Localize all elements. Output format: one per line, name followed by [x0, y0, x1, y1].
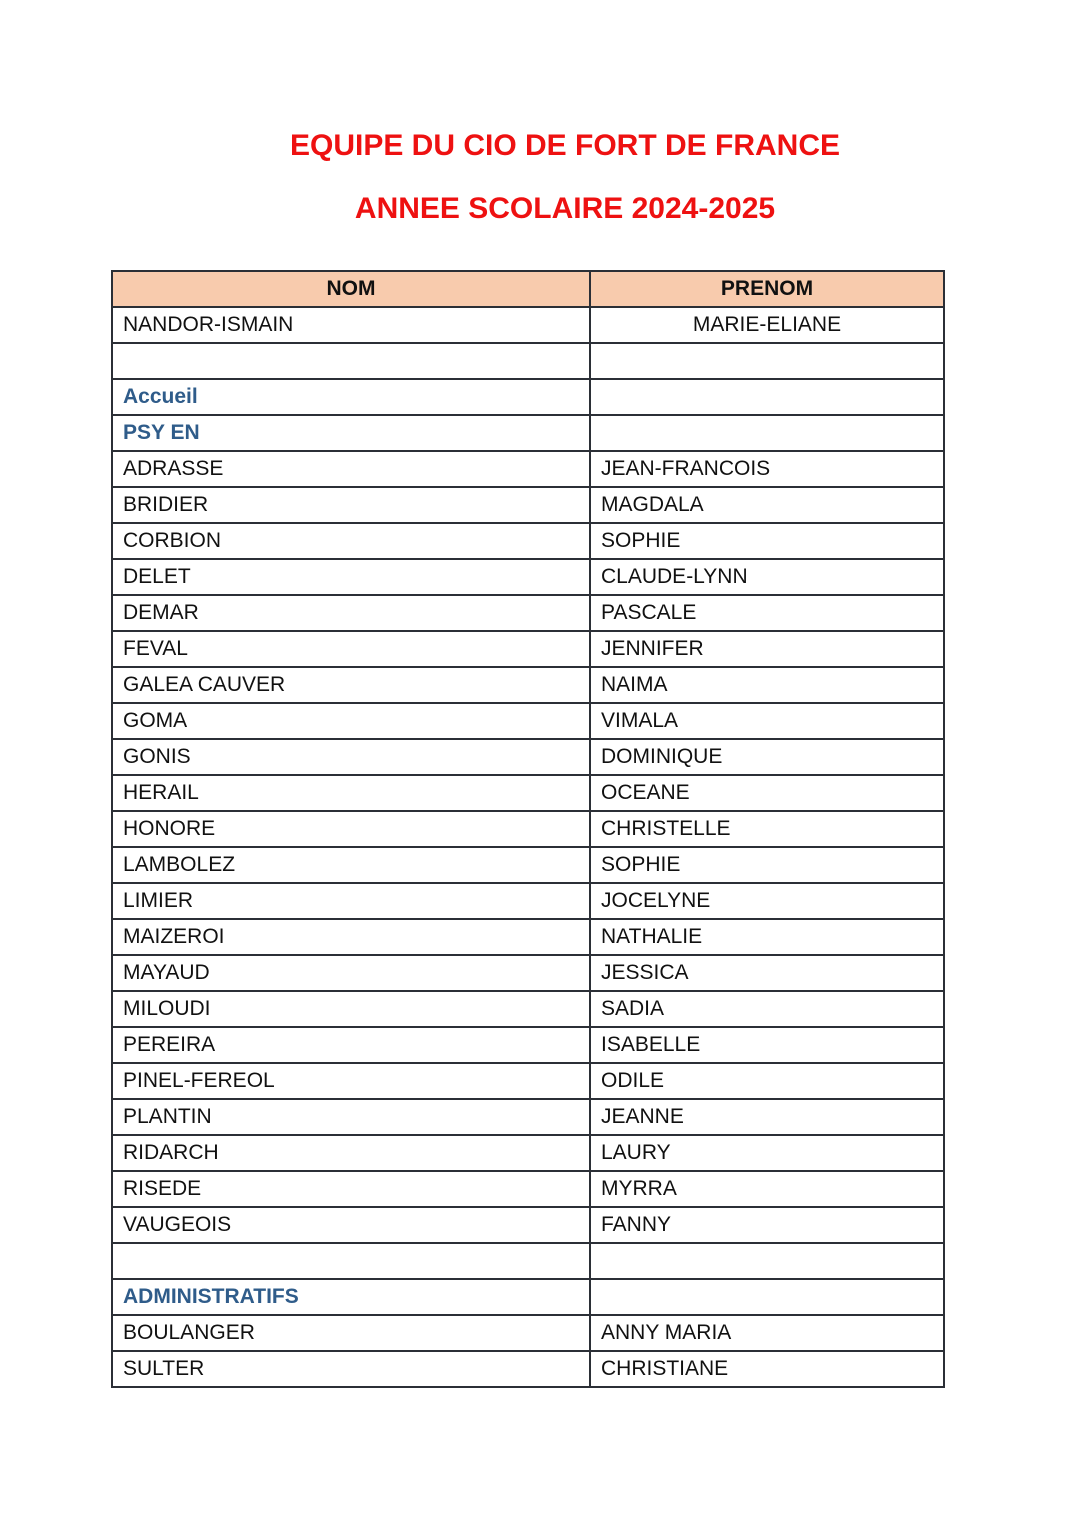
nom-cell: NANDOR-ISMAIN — [112, 307, 590, 343]
prenom-cell — [590, 343, 944, 379]
prenom-cell — [590, 1279, 944, 1315]
nom-cell: PLANTIN — [112, 1099, 590, 1135]
nom-cell: CORBION — [112, 523, 590, 559]
table-row — [112, 559, 944, 595]
nom-cell: HONORE — [112, 811, 590, 847]
prenom-cell: JENNIFER — [590, 631, 944, 667]
prenom-cell: SOPHIE — [590, 847, 944, 883]
table-row — [112, 955, 944, 991]
table-row — [112, 1207, 944, 1243]
nom-cell: RISEDE — [112, 1171, 590, 1207]
nom-cell — [112, 343, 590, 379]
staff-table-body — [112, 307, 944, 1387]
table-row — [112, 451, 944, 487]
prenom-cell: NATHALIE — [590, 919, 944, 955]
table-row — [112, 1135, 944, 1171]
prenom-cell: LAURY — [590, 1135, 944, 1171]
nom-cell: SULTER — [112, 1351, 590, 1387]
prenom-cell: JESSICA — [590, 955, 944, 991]
nom-cell: BRIDIER — [112, 487, 590, 523]
staff-table — [111, 270, 945, 1388]
table-row — [112, 739, 944, 775]
prenom-cell: MAGDALA — [590, 487, 944, 523]
nom-cell: VAUGEOIS — [112, 1207, 590, 1243]
section-label: PSY EN — [112, 415, 590, 451]
blank-row — [112, 1243, 944, 1279]
prenom-cell: SOPHIE — [590, 523, 944, 559]
nom-cell: DEMAR — [112, 595, 590, 631]
table-row — [112, 847, 944, 883]
prenom-cell: JOCELYNE — [590, 883, 944, 919]
nom-cell: MAYAUD — [112, 955, 590, 991]
nom-cell: HERAIL — [112, 775, 590, 811]
prenom-cell: VIMALA — [590, 703, 944, 739]
prenom-cell: NAIMA — [590, 667, 944, 703]
nom-cell: LIMIER — [112, 883, 590, 919]
section-label: ADMINISTRATIFS — [112, 1279, 590, 1315]
table-row — [112, 883, 944, 919]
prenom-cell: DOMINIQUE — [590, 739, 944, 775]
table-row — [112, 991, 944, 1027]
prenom-cell: ANNY MARIA — [590, 1315, 944, 1351]
table-row — [112, 307, 944, 343]
table-row — [112, 1099, 944, 1135]
table-row — [112, 1315, 944, 1351]
document-title: EQUIPE DU CIO DE FORT DE FRANCE — [289, 129, 841, 162]
nom-cell — [112, 1243, 590, 1279]
nom-cell: LAMBOLEZ — [112, 847, 590, 883]
table-row — [112, 775, 944, 811]
table-row — [112, 703, 944, 739]
nom-cell: MAIZEROI — [112, 919, 590, 955]
prenom-cell — [590, 1243, 944, 1279]
prenom-cell: CHRISTIANE — [590, 1351, 944, 1387]
table-row — [112, 919, 944, 955]
nom-cell: GALEA CAUVER — [112, 667, 590, 703]
nom-cell: GONIS — [112, 739, 590, 775]
prenom-cell — [590, 379, 944, 415]
table-row — [112, 1171, 944, 1207]
table-row — [112, 631, 944, 667]
prenom-cell: ISABELLE — [590, 1027, 944, 1063]
prenom-cell: JEAN-FRANCOIS — [590, 451, 944, 487]
prenom-cell: MARIE-ELIANE — [590, 307, 944, 343]
prenom-cell: SADIA — [590, 991, 944, 1027]
section-row — [112, 1279, 944, 1315]
nom-cell: FEVAL — [112, 631, 590, 667]
table-row — [112, 595, 944, 631]
table-row — [112, 1063, 944, 1099]
column-header-prenom: PRENOM — [590, 271, 944, 307]
nom-cell: MILOUDI — [112, 991, 590, 1027]
document-subtitle: ANNEE SCOLAIRE 2024-2025 — [354, 192, 776, 225]
prenom-cell: ODILE — [590, 1063, 944, 1099]
nom-cell: DELET — [112, 559, 590, 595]
prenom-cell: CLAUDE-LYNN — [590, 559, 944, 595]
blank-row — [112, 343, 944, 379]
section-row — [112, 379, 944, 415]
prenom-cell: FANNY — [590, 1207, 944, 1243]
prenom-cell: OCEANE — [590, 775, 944, 811]
nom-cell: GOMA — [112, 703, 590, 739]
nom-cell: RIDARCH — [112, 1135, 590, 1171]
table-row — [112, 811, 944, 847]
prenom-cell — [590, 415, 944, 451]
nom-cell: BOULANGER — [112, 1315, 590, 1351]
section-row — [112, 415, 944, 451]
table-row — [112, 667, 944, 703]
table-row — [112, 523, 944, 559]
prenom-cell: PASCALE — [590, 595, 944, 631]
table-row — [112, 487, 944, 523]
nom-cell: ADRASSE — [112, 451, 590, 487]
nom-cell: PEREIRA — [112, 1027, 590, 1063]
section-label: Accueil — [112, 379, 590, 415]
prenom-cell: CHRISTELLE — [590, 811, 944, 847]
column-header-nom: NOM — [112, 271, 590, 307]
table-row — [112, 1351, 944, 1387]
prenom-cell: JEANNE — [590, 1099, 944, 1135]
nom-cell: PINEL-FEREOL — [112, 1063, 590, 1099]
prenom-cell: MYRRA — [590, 1171, 944, 1207]
table-row — [112, 1027, 944, 1063]
table-header-row — [112, 271, 944, 307]
